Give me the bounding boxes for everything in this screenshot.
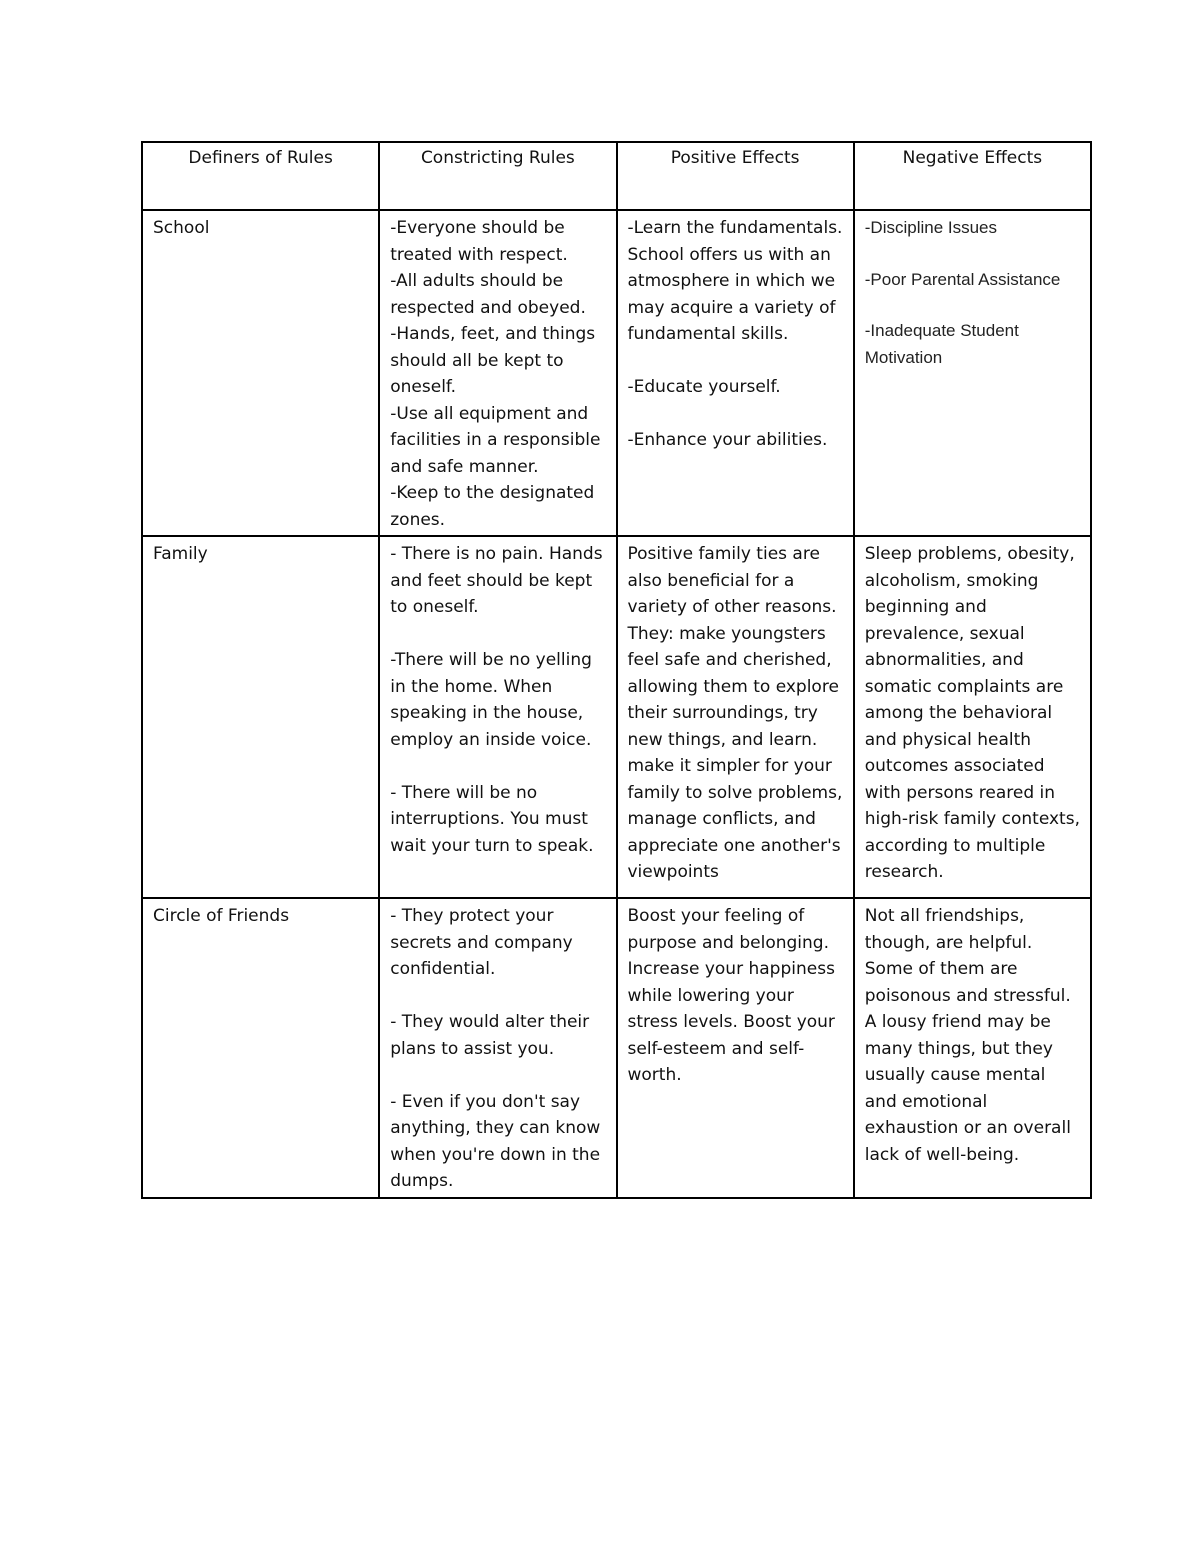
table-header-row — [142, 142, 1091, 210]
school-negative-cell — [854, 210, 1091, 536]
friends-rule-2: - They would alter their plans to assist you. — [390, 1012, 590, 1059]
rules-table — [141, 141, 1092, 1199]
school-rule-5: -Keep to the designated zones. — [390, 483, 595, 530]
family-rules-cell — [379, 536, 616, 898]
school-negative-2: -Poor Parental Assistance — [864, 269, 1061, 289]
table-row-circle-of-friends — [142, 898, 1091, 1198]
friends-definer-cell: Circle of Friends — [142, 898, 379, 1198]
school-positive-cell — [617, 210, 854, 536]
friends-rules-cell — [379, 898, 616, 1198]
header-definers-of-rules: Definers of Rules — [142, 142, 379, 210]
family-negative-cell: Sleep problems, obesity, alcoholism, smoking beginning and prevalence, sexual abnormalities, and somatic complaints are among the behavioral and physical health outcomes associated with persons reared in high-risk family contexts, according to multiple research. — [854, 536, 1091, 898]
table-row-family — [142, 536, 1091, 898]
school-rule-3: -Hands, feet, and things should all be kept to oneself. — [390, 324, 596, 397]
header-positive-effects: Positive Effects — [617, 142, 854, 210]
friends-rule-3: - Even if you don't say anything, they can know when you're down in the dumps. — [390, 1091, 601, 1191]
header-constricting-rules: Constricting Rules — [379, 142, 616, 210]
school-rule-4: -Use all equipment and facilities in a responsible and safe manner. — [390, 403, 601, 477]
family-rule-2: -There will be no yelling in the home. When speaking in the house, employ an inside voice. — [390, 650, 592, 750]
friends-negative-cell: Not all friendships, though, are helpful. Some of them are poisonous and stressful. A lousy friend may be many things, but they usually cause mental and emotional exhaustion or an overall lack of well-being. — [854, 898, 1091, 1198]
school-negative-1: -Discipline Issues — [864, 218, 998, 237]
school-rules-cell — [379, 210, 616, 536]
school-rule-2: -All adults should be respected and obeyed. — [390, 271, 586, 318]
school-negative-3: -Inadequate Student Motivation — [864, 321, 1019, 367]
family-positive-cell: Positive family ties are also beneficial for a variety of other reasons. They: make youngsters feel safe and cherished, allowing them to explore their surroundings, try new things, and learn. make it simpler for your family to solve problems, manage conflicts, and appreciate one another's viewpoints — [617, 536, 854, 898]
family-rule-3: - There will be no interruptions. You must wait your turn to speak. — [390, 782, 594, 856]
school-rule-1: -Everyone should be treated with respect. — [390, 218, 568, 265]
school-definer-cell: School — [142, 210, 379, 536]
family-definer-cell: Family — [142, 536, 379, 898]
school-positive-3: -Enhance your abilities. — [627, 430, 828, 450]
table-row-school — [142, 210, 1091, 536]
friends-rule-1: - They protect your secrets and company confidential. — [390, 906, 573, 979]
family-rule-1: - There is no pain. Hands and feet should be kept to oneself. — [390, 544, 603, 617]
school-positive-2: -Educate yourself. — [627, 377, 781, 397]
header-negative-effects: Negative Effects — [854, 142, 1091, 210]
friends-positive-cell: Boost your feeling of purpose and belonging. Increase your happiness while lowering your stress levels. Boost your self-esteem and self-worth. — [617, 898, 854, 1198]
school-positive-1: -Learn the fundamentals. School offers us with an atmosphere in which we may acquire a variety of fundamental skills. — [627, 218, 843, 344]
